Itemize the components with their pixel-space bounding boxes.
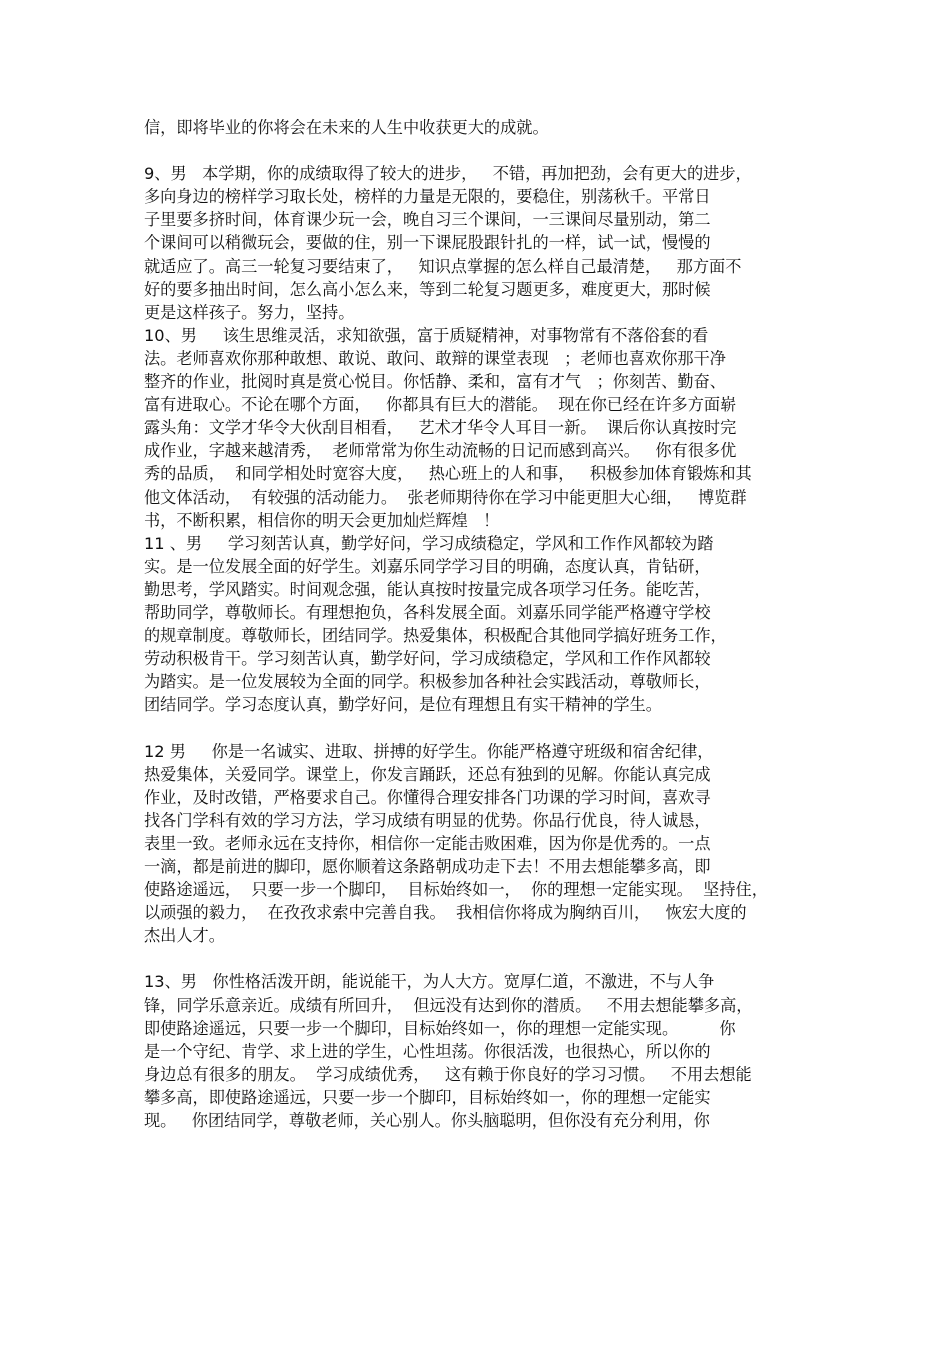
text-line: 劳动积极肯干。学习刻苦认真，勤学好问，学习成绩稳定，学风和工作作风都较 [144, 649, 711, 669]
text-line: 勤思考，学风踏实。时间观念强，能认真按时按量完成各项学习任务。能吃苦， [144, 579, 711, 599]
text-line: 表里一致。老师永远在支持你，相信你一定能击败困难，因为你是优秀的。一点 [144, 833, 711, 853]
text-line: 秀的品质， 和同学相处时宽容大度， 热心班上的人和事， 积极参加体育锻炼和其 [144, 464, 752, 484]
text-line: 13、男 你性格活泼开朗，能说能干，为人大方。宽厚仁道，不激进，不与人争 [144, 972, 715, 992]
text-line: 9、男 本学期，你的成绩取得了较大的进步， 不错，再加把劲，会有更大的进步， [144, 164, 752, 184]
text-line: 10、男 该生思维灵活，求知欲强，富于质疑精神，对事物常有不落俗套的看 [144, 325, 709, 345]
paragraph-gap [144, 716, 824, 739]
paragraph-gap [144, 139, 824, 162]
text-line: 找各门学科有效的学习方法，学习成绩有明显的优势。你品行优良，待人诚恳， [144, 810, 711, 830]
text-line: 12 男 你是一名诚实、进取、拼搏的好学生。你能严格遵守班级和宿舍纪律， [144, 741, 714, 761]
paragraph-comment-9 [144, 162, 824, 324]
text-line: 实。是一位发展全面的好学生。刘嘉乐同学学习目的明确，态度认真，肯钻研， [144, 556, 711, 576]
text-line: 法。老师喜欢你那种敢想、敢说、敢问、敢辩的课堂表现 ；老师也喜欢你那干净 [144, 348, 726, 368]
text-line: 整齐的作业，批阅时真是赏心悦目。你恬静、柔和，富有才气 ；你刻苦、勤奋、 [144, 372, 726, 392]
text-line: 帮助同学，尊敬师长。有理想抱负，各科发展全面。刘嘉乐同学能严格遵守学校 [144, 602, 711, 622]
text-line: 身边总有很多的朋友。 学习成绩优秀， 这有赖于你良好的学习习惯。 不用去想能 [144, 1064, 752, 1084]
text-line: 即使路途遥远，只要一步一个脚印，目标始终如一，你的理想一定能实现。 你 [144, 1018, 736, 1038]
text-line: 子里要多挤时间，体育课少玩一会，晚自习三个课间，一三课间尽量别动，第二 [144, 210, 711, 230]
text-line: 为踏实。是一位发展较为全面的同学。积极参加各种社会实践活动，尊敬师长， [144, 672, 711, 692]
text-line: 露头角：文学才华令大伙刮目相看， 艺术才华令人耳目一新。 课后你认真按时完 [144, 418, 737, 438]
text-line: 一滴，都是前进的脚印，愿你顺着这条路朝成功走下去！不用去想能攀多高，即 [144, 857, 711, 876]
text-line: 使路途遥远， 只要一步一个脚印， 目标始终如一， 你的理想一定能实现。 坚持住， [144, 880, 768, 900]
text-line: 就适应了。高三一轮复习要结束了， 知识点掌握的怎么样自己最清楚， 那方面不 [144, 256, 742, 276]
text-line: 11 、男 学习刻苦认真，勤学好问，学习成绩稳定，学风和工作作风都较为踏 [144, 533, 714, 553]
paragraph-intro-end [144, 116, 824, 139]
text-line: 作业，及时改错，严格要求自己。你懂得合理安排各门功课的学习时间，喜欢寻 [144, 787, 711, 807]
text-line: 信，即将毕业的你将会在未来的人生中收获更大的成就。 [144, 118, 549, 137]
text-line: 更是这样孩子。努力，坚持。 [144, 302, 355, 322]
text-line: 现。 你团结同学，尊敬老师，关心别人。你头脑聪明，但你没有充分利用，你 [144, 1111, 710, 1131]
text-line: 成作业，字越来越清秀， 老师常常为你生动流畅的日记而感到高兴。 你有很多优 [144, 441, 737, 461]
text-line: 多向身边的榜样学习取长处，榜样的力量是无限的，要稳住，别荡秋千。平常日 [144, 187, 711, 207]
text-line: 热爱集体，关爱同学。课堂上，你发言踊跃，还总有独到的见解。你能认真完成 [144, 764, 711, 784]
paragraph-comment-10 [144, 324, 824, 532]
text-line: 团结同学。学习态度认真，勤学好问，是位有理想且有实干精神的学生。 [144, 695, 662, 715]
text-line: 攀多高，即使路途遥远，只要一步一个脚印，目标始终如一，你的理想一定能实 [144, 1087, 711, 1107]
text-line: 他文体活动， 有较强的活动能力。 张老师期待你在学习中能更胆大心细， 博览群 [144, 487, 747, 507]
text-line: 富有进取心。不论在哪个方面， 你都具有巨大的潜能。 现在你已经在许多方面崭 [144, 395, 737, 415]
text-line: 个课间可以稍微玩会，要做的住，别一下课屁股跟针扎的一样，试一试，慢慢的 [144, 233, 711, 253]
text-line: 是一个守纪、肯学、求上进的学生，心性坦荡。你很活泼，也很热心，所以你的 [144, 1041, 711, 1061]
paragraph-comment-11 [144, 532, 824, 717]
text-line: 杰出人才。 [144, 926, 225, 946]
paragraph-gap [144, 947, 824, 970]
text-line: 锋，同学乐意亲近。成绩有所回升， 但远没有达到你的潜质。 不用去想能攀多高， [144, 995, 753, 1015]
text-line: 的规章制度。尊敬师长，团结同学。热爱集体，积极配合其他同学搞好班务工作， [144, 626, 727, 646]
document-body [144, 116, 824, 1132]
paragraph-comment-12 [144, 740, 824, 948]
paragraph-comment-13 [144, 970, 824, 1132]
text-line: 好的要多抽出时间，怎么高小怎么来，等到二轮复习题更多，难度更大，那时候 [144, 279, 711, 299]
text-line: 以顽强的毅力， 在孜孜求索中完善自我。 我相信你将成为胸纳百川， 恢宏大度的 [144, 903, 747, 923]
text-line: 书，不断积累，相信你的明天会更加灿烂辉煌 ！ [144, 510, 500, 530]
